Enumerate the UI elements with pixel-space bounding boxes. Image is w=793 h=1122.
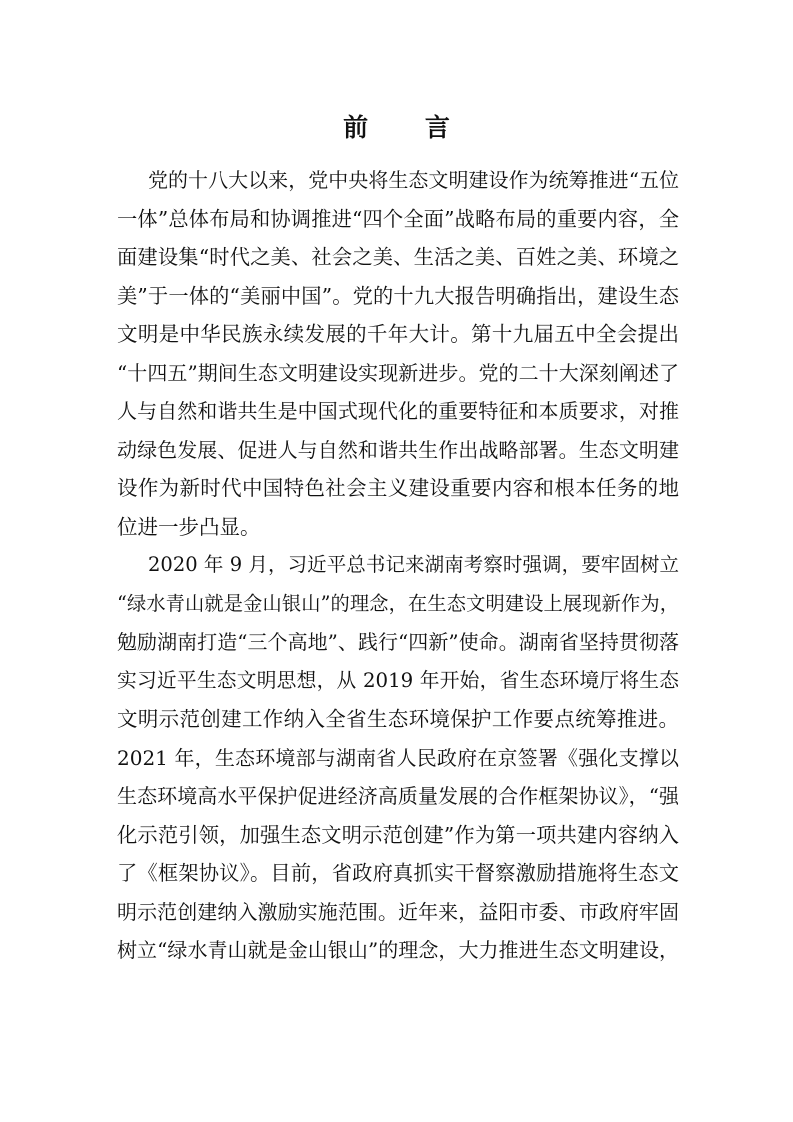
paragraph-line: 面建设集“时代之美、社会之美、生活之美、百姓之美、环境之	[117, 245, 679, 269]
paragraph-line: 一体”总体布局和协调推进“四个全面”战略布局的重要内容，全	[117, 206, 679, 231]
paragraph-line: 生态环境高水平保护促进经济高质量发展的合作框架协议》，“强	[117, 784, 679, 808]
paragraph-line: 化示范引领，加强生态文明示范创建”作为第一项共建内容纳入	[117, 822, 679, 847]
paragraph-line: “十四五”期间生态文明建设实现新进步。党的二十大深刻阐述了	[117, 360, 679, 385]
paragraph-line: 2020 年 9 月，习近平总书记来湖南考察时强调，要牢固树立	[148, 553, 679, 576]
paragraph-line: 文明示范创建工作纳入全省生态环境保护工作要点统筹推进。	[117, 707, 679, 731]
paragraph-line: 设作为新时代中国特色社会主义建设重要内容和根本任务的地	[117, 476, 679, 500]
paragraph-line: 文明是中华民族永续发展的千年大计。第十九届五中全会提出	[117, 322, 679, 346]
page-title: 前 言	[343, 113, 474, 142]
paragraph-line: 勉励湖南打造“三个高地”、践行“四新”使命。湖南省坚持贯彻落	[117, 630, 679, 654]
paragraph-line: 2021 年，生态环境部与湖南省人民政府在京签署《强化支撑以	[117, 745, 679, 770]
paragraph-line: 人与自然和谐共生是中国式现代化的重要特征和本质要求，对推	[117, 399, 679, 423]
paragraph-1	[117, 161, 679, 546]
paragraph-line: “绿水青山就是金山银山”的理念，在生态文明建设上展现新作为，	[117, 591, 679, 615]
paragraph-2	[117, 546, 679, 970]
document-body	[117, 161, 679, 970]
paragraph-line: 位进一步凸显。	[117, 514, 261, 539]
paragraph-line: 美”于一体的“美丽中国”。党的十九大报告明确指出，建设生态	[117, 283, 679, 308]
paragraph-line: 动绿色发展、促进人与自然和谐共生作出战略部署。生态文明建	[117, 437, 679, 462]
paragraph-line: 了《框架协议》。目前，省政府真抓实干督察激励措施将生态文	[117, 861, 679, 885]
paragraph-line: 明示范创建纳入激励实施范围。近年来，益阳市委、市政府牢固	[117, 899, 679, 924]
paragraph-line: 党的十八大以来，党中央将生态文明建设作为统筹推进“五位	[148, 168, 679, 192]
paragraph-line: 树立“绿水青山就是金山银山”的理念，大力推进生态文明建设，	[117, 938, 679, 962]
paragraph-line: 实习近平生态文明思想，从 2019 年开始，省生态环境厅将生态	[117, 668, 679, 692]
